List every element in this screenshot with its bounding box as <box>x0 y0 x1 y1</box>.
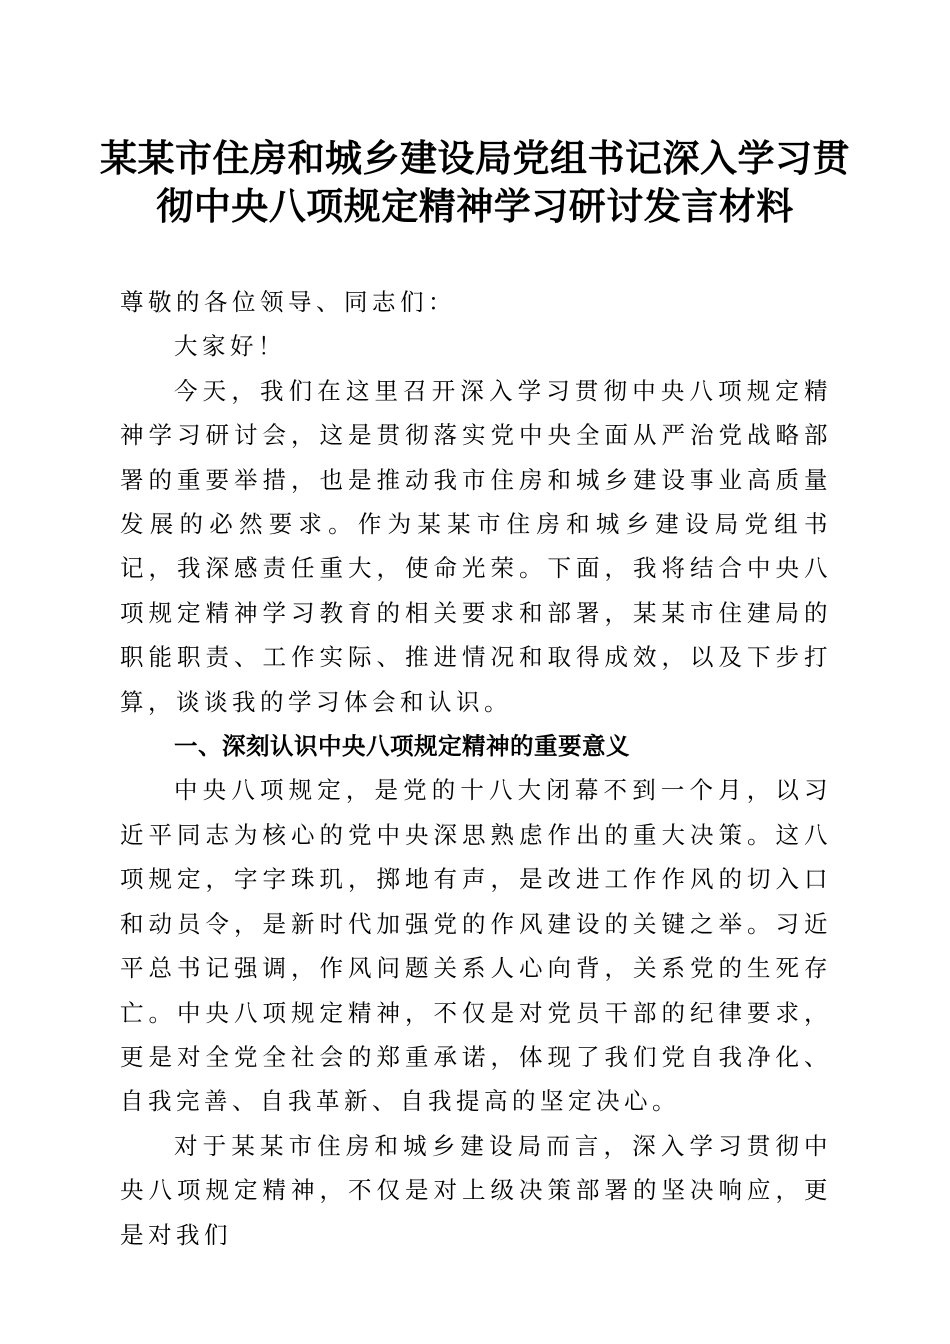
section-paragraph: 对于某某市住房和城乡建设局而言，深入学习贯彻中央八项规定精神，不仅是对上级决策部署的坚决响应，更是对我们 <box>120 1131 832 1249</box>
salutation: 尊敬的各位领导、同志们： <box>120 288 456 316</box>
section-paragraph: 中央八项规定，是党的十八大闭幕不到一个月，以习近平同志为核心的党中央深思熟虑作出的重大决策。这八项规定，字字珠玑，掷地有声，是改进工作作风的切入口和动员令，是新时代加强党的作风建设的关键之举。习近平总书记强调，作风问题关系人心向背，关系党的生死存亡。中央八项规定精神，不仅是对党员干部的纪律要求，更是对全党全社会的郑重承诺，体现了我们党自我净化、自我完善、自我革新、自我提高的坚定决心。 <box>120 776 832 1116</box>
greeting: 大家好！ <box>174 332 287 361</box>
document-title: 某某市住房和城乡建设局党组书记深入学习贯彻中央八项规定精神学习研讨发言材料 <box>100 136 850 228</box>
section-heading: 一、深刻认识中央八项规定精神的重要意义 <box>174 732 631 761</box>
intro-paragraph: 今天，我们在这里召开深入学习贯彻中央八项规定精神学习研讨会，这是贯彻落实党中央全面从严治党战略部署的重要举措，也是推动我市住房和城乡建设事业高质量发展的必然要求。作为某某市住房和城乡建设局党组书记，我深感责任重大，使命光荣。下面，我将结合中央八项规定精神学习教育的相关要求和部署，某某市住建局的职能职责、工作实际、推进情况和取得成效，以及下步打算，谈谈我的学习体会和认识。 <box>120 376 832 716</box>
document-body <box>120 280 832 1257</box>
